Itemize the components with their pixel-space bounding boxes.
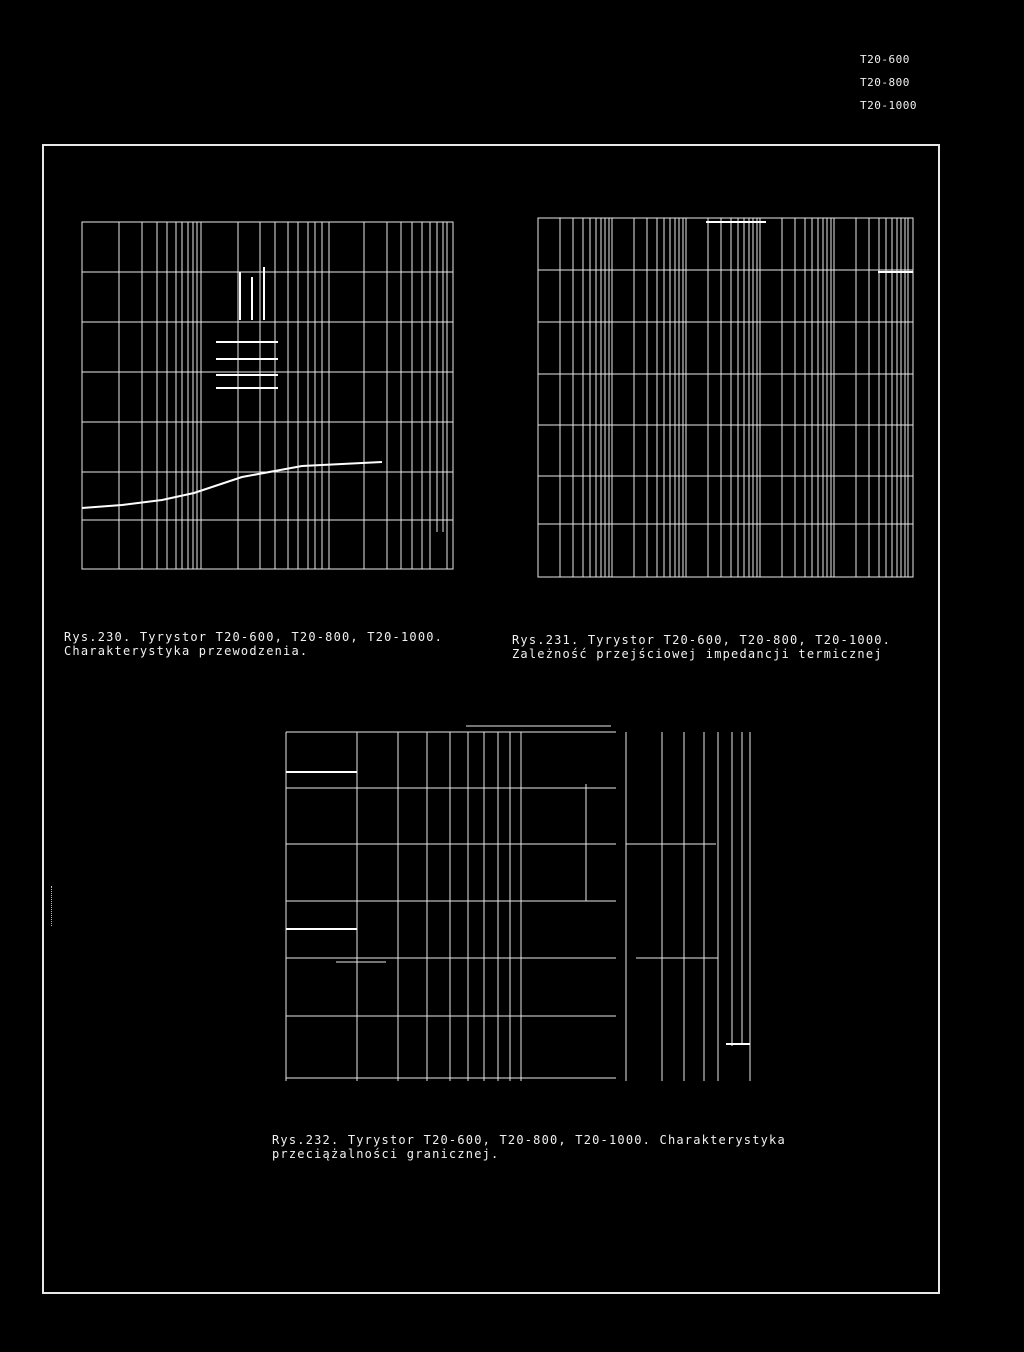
figure-232-caption bbox=[272, 1133, 786, 1161]
figure-230-caption bbox=[64, 630, 443, 658]
figure-231-caption bbox=[512, 633, 891, 661]
figure-230-caption-line-2: Charakterystyka przewodzenia. bbox=[64, 644, 309, 658]
figure-230-grid bbox=[82, 222, 454, 570]
figure-231-caption-line-2: Zależność przejściowej impedancji termicznej bbox=[512, 647, 883, 661]
figure-232-caption-line-1: Rys.232. Tyrystor T20-600, T20-800, T20-1000. Charakterystyka bbox=[272, 1133, 786, 1147]
figure-231-grid bbox=[538, 218, 914, 578]
figure-232-caption-line-2: przeciążalności granicznej. bbox=[272, 1147, 500, 1161]
header-model-800: T20-800 bbox=[860, 76, 910, 89]
figure-231-caption-line-1: Rys.231. Tyrystor T20-600, T20-800, T20-1000. bbox=[512, 633, 892, 647]
margin-scan-marks bbox=[51, 886, 56, 926]
document-header bbox=[860, 48, 970, 117]
figure-230-caption-line-1: Rys.230. Tyrystor T20-600, T20-800, T20-1000. bbox=[64, 630, 444, 644]
header-model-1000: T20-1000 bbox=[860, 99, 917, 112]
figure-232-grid bbox=[286, 726, 754, 1082]
header-model-600: T20-600 bbox=[860, 53, 910, 66]
